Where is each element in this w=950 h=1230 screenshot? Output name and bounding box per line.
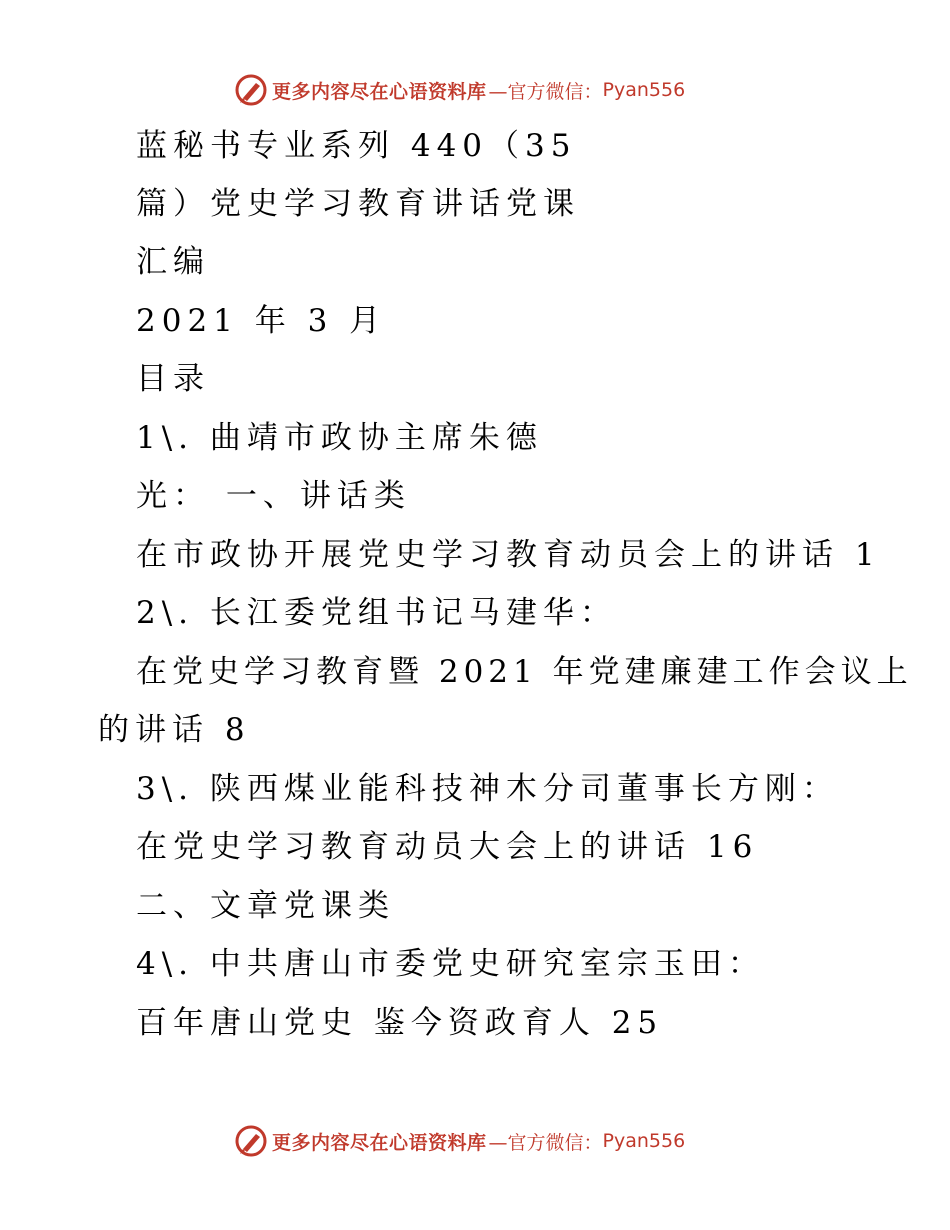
watermark-id: Pyan556 (602, 79, 686, 101)
doc-line-9: 2\. 长江委党组书记马建华： (136, 595, 617, 631)
doc-line-14: 二、文章党课类 (136, 888, 395, 924)
watermark-header (234, 72, 685, 108)
pen-logo-icon (234, 1124, 268, 1158)
watermark-footer (234, 1123, 685, 1159)
doc-line-5: 目录 (136, 361, 210, 397)
pen-logo-icon (234, 73, 268, 107)
doc-line-16: 百年唐山党史 鉴今资政育人 25 (136, 1005, 664, 1041)
doc-line-7: 光： 一、讲话类 (136, 478, 411, 514)
doc-line-13: 在党史学习教育动员大会上的讲话 16 (136, 829, 759, 865)
watermark-separator: —官方微信： (488, 80, 603, 103)
doc-line-11: 的讲话 8 (98, 712, 251, 748)
doc-line-6: 1\. 曲靖市政协主席朱德 (136, 420, 543, 456)
watermark-prefix: 更多内容尽在心语资料库 (272, 1131, 487, 1154)
doc-line-2: 篇）党史学习教育讲话党课 (136, 186, 580, 222)
watermark-prefix: 更多内容尽在心语资料库 (272, 80, 487, 103)
watermark-separator: —官方微信： (488, 1131, 603, 1154)
watermark-id: Pyan556 (602, 1130, 686, 1152)
doc-line-12: 3\. 陕西煤业能科技神木分司董事长方刚： (136, 771, 839, 807)
doc-line-4: 2021 年 3 月 (136, 303, 387, 339)
doc-line-8: 在市政协开展党史学习教育动员会上的讲话 1 (136, 537, 881, 573)
doc-line-3: 汇编 (136, 244, 210, 280)
doc-line-1: 蓝秘书专业系列 440（35 (136, 128, 577, 164)
doc-line-15: 4\. 中共唐山市委党史研究室宗玉田： (136, 946, 765, 982)
doc-line-10: 在党史学习教育暨 2021 年党建廉建工作会议上 (136, 654, 913, 690)
